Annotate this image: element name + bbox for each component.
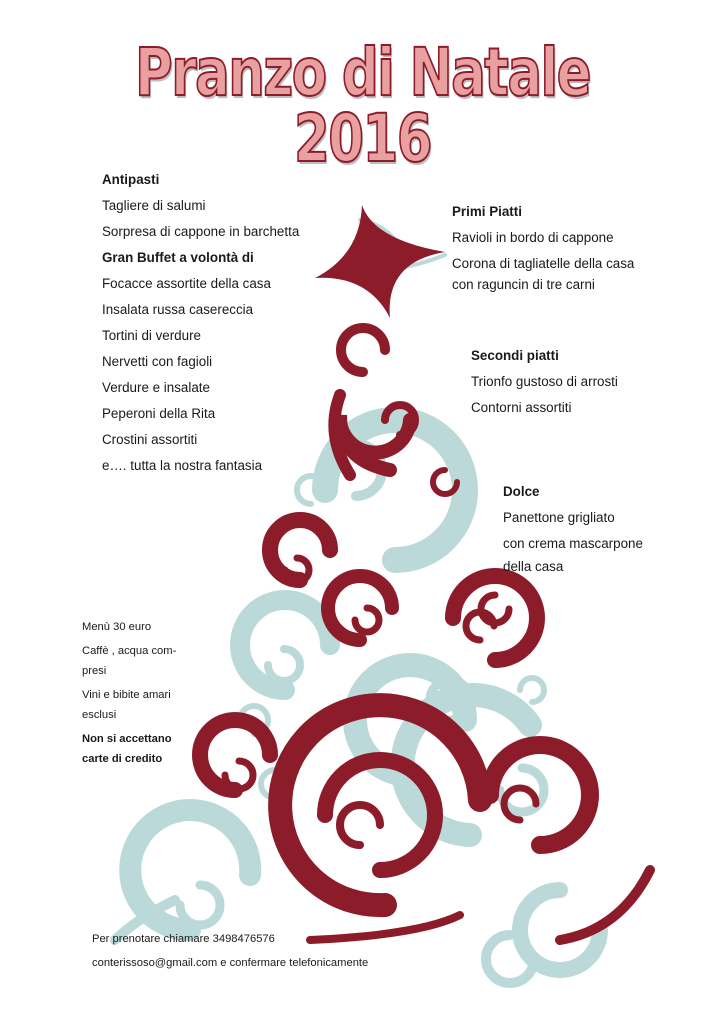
menu-item: della casa (503, 559, 564, 574)
included-note: Caffè , acqua com- (82, 645, 177, 657)
buffet-heading: Gran Buffet a volontà di (102, 250, 254, 265)
page-title: Pranzo di Natale 2016 (135, 34, 590, 177)
menu-item: Sorpresa di cappone in barchetta (102, 224, 300, 239)
menu-item: con crema mascarpone (503, 536, 643, 551)
menu-item: Tortini di verdure (102, 328, 201, 343)
primi-heading: Primi Piatti (452, 204, 522, 219)
menu-item: Trionfo gustoso di arrosti (471, 374, 618, 389)
included-note: presi (82, 665, 107, 677)
booking-email: conterissoso@gmail.com e confermare telefonicamente (92, 957, 369, 969)
menu-item: Peperoni della Rita (102, 406, 216, 421)
menu-item: e…. tutta la nostra fantasia (102, 458, 263, 473)
primi-section (452, 199, 634, 295)
menu-item: Insalata russa casereccia (102, 302, 254, 317)
menu-item: Panettone grigliato (503, 510, 615, 525)
secondi-heading: Secondi piatti (471, 348, 559, 363)
menu-item: Verdure e insalate (102, 380, 210, 395)
menu-item: Tagliere di salumi (102, 198, 206, 213)
no-cards-note: carte di credito (82, 753, 163, 765)
booking-phone: Per prenotare chiamare 3498476576 (92, 933, 275, 945)
menu-item: Ravioli in bordo di cappone (452, 230, 614, 245)
antipasti-section (102, 167, 299, 479)
menu-item: Focacce assortite della casa (102, 276, 271, 291)
menu-item: Corona di tagliatelle della casa (452, 256, 635, 271)
no-cards-note: Non si accettano (82, 733, 172, 745)
antipasti-heading: Antipasti (102, 172, 160, 187)
menu-item: con raguncin di tre carni (452, 277, 595, 292)
info-box (82, 617, 176, 769)
excluded-note: Vini e bibite amari (82, 689, 171, 701)
menu-item: Contorni assortiti (471, 400, 572, 415)
menu-price: Menù 30 euro (82, 621, 152, 633)
menu-item: Nervetti con fagioli (102, 354, 213, 369)
dolce-section (503, 479, 643, 577)
menu-item: Crostini assortiti (102, 432, 198, 447)
secondi-section (471, 343, 618, 421)
excluded-note: esclusi (82, 709, 117, 721)
dolce-heading: Dolce (503, 484, 540, 499)
